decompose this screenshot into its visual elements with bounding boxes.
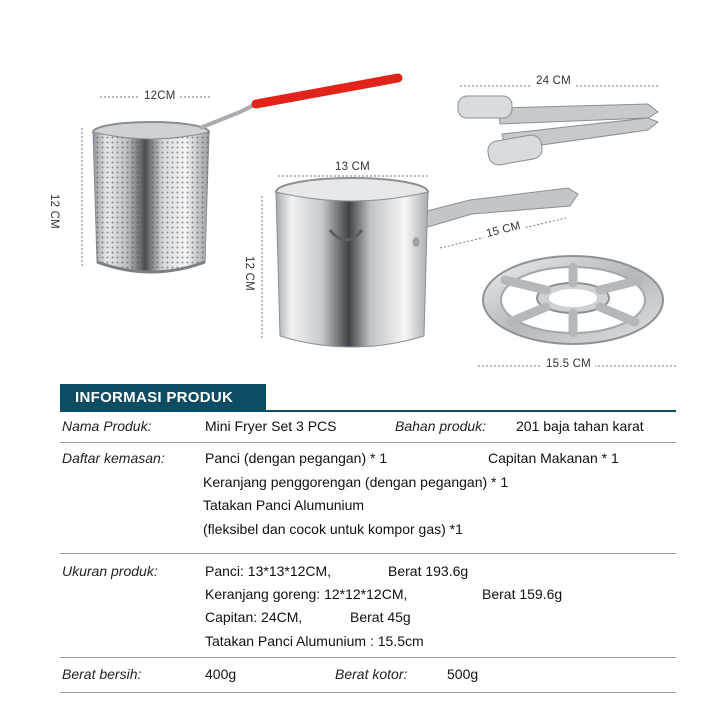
basket-red-handle [256, 78, 398, 104]
basket-width-label: 12CM [140, 90, 179, 102]
ukuran-label: Ukuran produk: [62, 563, 158, 579]
bersih-label: Berat bersih: [62, 666, 142, 682]
ukuran-capitan: Capitan: 24CM, [205, 609, 303, 625]
daftar-item-1: Panci (dengan pegangan) * 1 [205, 450, 388, 466]
pot-height-label: 12 CM [243, 252, 255, 295]
row-divider [60, 657, 676, 658]
handle-length-label: 15 CM [481, 219, 526, 241]
stand-diameter-label: 15.5 CM [542, 358, 595, 370]
section-title: INFORMASI PRODUK [75, 389, 234, 406]
kotor-value: 500g [447, 666, 479, 682]
ukuran-panci: Panci: 13*13*12CM, [205, 563, 332, 579]
tongs-length-label: 24 CM [532, 75, 575, 87]
basket-height-label: 12 CM [48, 190, 60, 233]
kotor-label: Berat kotor: [335, 666, 408, 682]
row-divider [60, 553, 676, 554]
pot-width-label: 13 CM [331, 161, 374, 173]
nama-label: Nama Produk: [62, 418, 152, 434]
bahan-value: 201 baja tahan karat [516, 418, 644, 434]
daftar-item-5: (fleksibel dan cocok untuk kompor gas) *1 [203, 521, 463, 537]
daftar-label: Daftar kemasan: [62, 450, 165, 466]
daftar-item-4: Tatakan Panci Alumunium [203, 497, 365, 513]
bersih-value: 400g [205, 666, 237, 682]
daftar-item-2: Capitan Makanan * 1 [488, 450, 619, 466]
nama-value: Mini Fryer Set 3 PCS [205, 418, 337, 434]
header-rule [60, 410, 676, 412]
daftar-item-3: Keranjang penggorengan (dengan pegangan) * 1 [203, 474, 509, 490]
row-divider [60, 692, 676, 693]
tongs [458, 96, 658, 167]
ukuran-capitan-berat: Berat 45g [350, 609, 411, 625]
ukuran-keranjang: Keranjang goreng: 12*12*12CM, [205, 586, 408, 602]
row-divider [60, 442, 676, 443]
bahan-label: Bahan produk: [395, 418, 487, 434]
ukuran-tatakan: Tatakan Panci Alumunium : 15.5cm [205, 633, 424, 649]
ukuran-panci-berat: Berat 193.6g [388, 563, 469, 579]
ukuran-keranjang-berat: Berat 159.6g [482, 586, 563, 602]
ring-stand [483, 256, 663, 344]
